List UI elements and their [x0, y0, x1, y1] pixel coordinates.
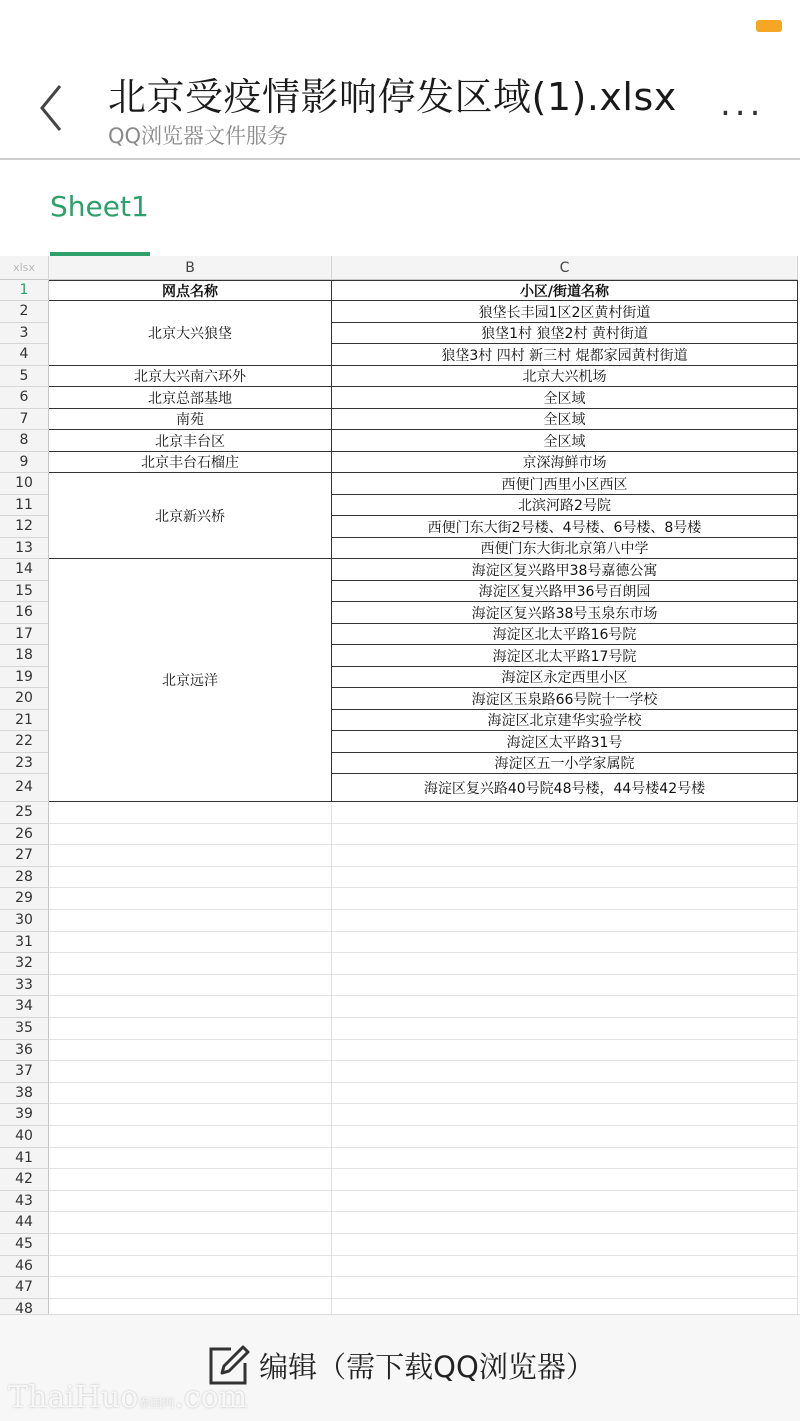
row-number[interactable]: 8 [0, 430, 49, 452]
empty-cell[interactable] [49, 888, 332, 910]
area-name-cell[interactable]: 全区域 [332, 430, 798, 452]
row-number[interactable]: 15 [0, 581, 49, 602]
empty-cell[interactable] [332, 975, 798, 997]
row-number[interactable]: 38 [0, 1083, 49, 1105]
area-name-cell[interactable]: 全区域 [332, 387, 798, 409]
more-button[interactable] [720, 86, 774, 122]
row-number[interactable]: 9 [0, 452, 49, 473]
branch-name-cell[interactable]: 北京总部基地 [49, 387, 332, 409]
area-name-cell[interactable]: 海淀区五一小学家属院 [332, 753, 798, 774]
row-number[interactable]: 7 [0, 409, 49, 430]
empty-cell[interactable] [49, 1256, 332, 1278]
empty-cell[interactable] [49, 802, 332, 824]
column-header-c[interactable]: C [332, 256, 798, 280]
empty-cell[interactable] [332, 824, 798, 846]
row-number[interactable]: 36 [0, 1040, 49, 1062]
row-number[interactable]: 32 [0, 953, 49, 975]
empty-cell[interactable] [49, 1083, 332, 1105]
row-number[interactable]: 39 [0, 1104, 49, 1126]
empty-cell[interactable] [332, 1299, 798, 1314]
row-number[interactable]: 35 [0, 1018, 49, 1040]
area-name-cell[interactable]: 海淀区复兴路38号玉泉东市场 [332, 602, 798, 624]
row-number[interactable]: 6 [0, 387, 49, 409]
spreadsheet-grid[interactable] [0, 256, 800, 1314]
area-name-cell[interactable]: 北京大兴机场 [332, 366, 798, 387]
area-name-cell[interactable]: 海淀区玉泉路66号院十一学校 [332, 688, 798, 710]
row-number[interactable]: 19 [0, 667, 49, 688]
empty-cell[interactable] [332, 1061, 798, 1083]
empty-cell[interactable] [332, 932, 798, 954]
area-name-cell[interactable]: 狼垡长丰园1区2区黄村街道 [332, 301, 798, 323]
area-name-cell[interactable]: 西便门西里小区西区 [332, 473, 798, 495]
area-name-cell[interactable]: 海淀区永定西里小区 [332, 667, 798, 688]
empty-cell[interactable] [49, 1104, 332, 1126]
empty-cell[interactable] [332, 1169, 798, 1191]
row-number[interactable]: 34 [0, 996, 49, 1018]
row-number[interactable]: 48 [0, 1299, 49, 1314]
empty-cell[interactable] [332, 1277, 798, 1299]
empty-cell[interactable] [49, 1018, 332, 1040]
empty-cell[interactable] [332, 1018, 798, 1040]
empty-cell[interactable] [332, 1083, 798, 1105]
empty-cell[interactable] [49, 932, 332, 954]
row-number[interactable]: 27 [0, 845, 49, 867]
branch-name-cell[interactable]: 北京大兴南六环外 [49, 366, 332, 387]
row-number[interactable]: 1 [0, 280, 49, 301]
area-name-cell[interactable]: 海淀区复兴路40号院48号楼，44号楼42号楼 [332, 774, 798, 802]
more-icon: ... [720, 84, 765, 124]
area-name-cell[interactable]: 西便门东大街北京第八中学 [332, 538, 798, 559]
row-number[interactable]: 46 [0, 1256, 49, 1278]
empty-cell[interactable] [332, 888, 798, 910]
empty-cell[interactable] [332, 1191, 798, 1213]
tab-sheet1[interactable]: Sheet1 [50, 190, 149, 223]
row-number[interactable]: 37 [0, 1061, 49, 1083]
branch-name-cell[interactable]: 北京丰台石榴庄 [49, 452, 332, 473]
row-number[interactable]: 14 [0, 559, 49, 581]
area-name-cell[interactable]: 西便门东大街2号楼、4号楼、6号楼、8号楼 [332, 516, 798, 538]
empty-cell[interactable] [332, 802, 798, 824]
area-name-cell[interactable]: 海淀区复兴路甲38号嘉德公寓 [332, 559, 798, 581]
row-number[interactable]: 30 [0, 910, 49, 932]
row-number[interactable]: 28 [0, 867, 49, 889]
empty-cell[interactable] [49, 1277, 332, 1299]
sheet-tabbar [0, 160, 800, 256]
back-button[interactable] [28, 80, 76, 136]
row-number[interactable]: 4 [0, 344, 49, 366]
row-number[interactable]: 33 [0, 975, 49, 997]
empty-cell[interactable] [49, 996, 332, 1018]
empty-cell[interactable] [332, 1234, 798, 1256]
edit-label: 编辑（需下载QQ浏览器） [259, 1350, 595, 1384]
empty-cell[interactable] [49, 1191, 332, 1213]
empty-cell[interactable] [49, 1299, 332, 1314]
row-number[interactable]: 26 [0, 824, 49, 846]
row-number[interactable]: 17 [0, 624, 49, 645]
row-number[interactable]: 3 [0, 323, 49, 344]
row-number[interactable]: 24 [0, 774, 49, 802]
area-name-cell[interactable]: 狼垡1村 狼垡2村 黄村街道 [332, 323, 798, 344]
file-title: 北京受疫情影响停发区域(1).xlsx [108, 75, 677, 119]
empty-cell[interactable] [332, 1040, 798, 1062]
empty-cell[interactable] [49, 1061, 332, 1083]
row-number[interactable]: 12 [0, 516, 49, 538]
empty-cell[interactable] [332, 1148, 798, 1170]
empty-cell[interactable] [49, 1212, 332, 1234]
empty-cell[interactable] [332, 910, 798, 932]
empty-cell[interactable] [49, 1148, 332, 1170]
empty-cell[interactable] [49, 824, 332, 846]
empty-cell[interactable] [49, 953, 332, 975]
row-number[interactable]: 18 [0, 645, 49, 667]
area-name-cell[interactable]: 海淀区北太平路17号院 [332, 645, 798, 667]
area-name-cell[interactable]: 北滨河路2号院 [332, 495, 798, 516]
area-name-cell[interactable]: 京深海鲜市场 [332, 452, 798, 473]
file-subtitle: QQ浏览器文件服务 [108, 124, 289, 148]
empty-cell[interactable] [332, 867, 798, 889]
empty-cell[interactable] [332, 845, 798, 867]
row-number[interactable]: 31 [0, 932, 49, 954]
empty-cell[interactable] [332, 1126, 798, 1148]
branch-name-cell[interactable]: 北京丰台区 [49, 430, 332, 452]
empty-cell[interactable] [49, 1234, 332, 1256]
row-number[interactable]: 41 [0, 1148, 49, 1170]
back-arrow-icon [28, 80, 76, 136]
row-number[interactable]: 29 [0, 888, 49, 910]
row-number[interactable]: 45 [0, 1234, 49, 1256]
corner-label: xlsx [0, 256, 49, 280]
row-number[interactable]: 21 [0, 710, 49, 731]
row-number[interactable]: 16 [0, 602, 49, 624]
row-number[interactable]: 23 [0, 753, 49, 774]
branch-name-cell[interactable]: 北京大兴狼垡 [49, 301, 332, 366]
area-name-cell[interactable]: 全区域 [332, 409, 798, 430]
watermark: ThaiHuo泰国网.com [8, 1380, 248, 1415]
empty-cell[interactable] [49, 845, 332, 867]
empty-cell[interactable] [49, 1040, 332, 1062]
row-number[interactable]: 13 [0, 538, 49, 559]
row-number[interactable]: 5 [0, 366, 49, 387]
empty-cell[interactable] [332, 1256, 798, 1278]
row-number[interactable]: 11 [0, 495, 49, 516]
area-name-cell[interactable]: 海淀区复兴路甲36号百朗园 [332, 581, 798, 602]
area-name-cell[interactable]: 狼垡3村 四村 新三村 焜都家园黄村街道 [332, 344, 798, 366]
row-number[interactable]: 2 [0, 301, 49, 323]
empty-cell[interactable] [332, 996, 798, 1018]
empty-cell[interactable] [332, 1104, 798, 1126]
empty-cell[interactable] [49, 1126, 332, 1148]
row-number[interactable]: 43 [0, 1191, 49, 1213]
empty-cell[interactable] [49, 1169, 332, 1191]
empty-cell[interactable] [49, 975, 332, 997]
row-number[interactable]: 40 [0, 1126, 49, 1148]
branch-name-cell[interactable]: 北京远洋 [49, 559, 332, 802]
column-header-b[interactable]: B [49, 256, 332, 280]
row-number[interactable]: 22 [0, 731, 49, 753]
area-name-cell[interactable]: 海淀区北京建华实验学校 [332, 710, 798, 731]
row-number[interactable]: 47 [0, 1277, 49, 1299]
table-header-area[interactable]: 小区/街道名称 [332, 280, 798, 301]
row-number[interactable]: 25 [0, 802, 49, 824]
area-name-cell[interactable]: 海淀区太平路31号 [332, 731, 798, 753]
empty-cell[interactable] [49, 867, 332, 889]
empty-cell[interactable] [49, 910, 332, 932]
branch-name-cell[interactable]: 南苑 [49, 409, 332, 430]
area-name-cell[interactable]: 海淀区北太平路16号院 [332, 624, 798, 645]
empty-cell[interactable] [332, 1212, 798, 1234]
row-number[interactable]: 42 [0, 1169, 49, 1191]
row-number[interactable]: 44 [0, 1212, 49, 1234]
branch-name-cell[interactable]: 北京新兴桥 [49, 473, 332, 559]
empty-cell[interactable] [332, 953, 798, 975]
app-header [0, 0, 800, 160]
row-number[interactable]: 20 [0, 688, 49, 710]
table-header-name[interactable]: 网点名称 [49, 280, 332, 301]
row-number[interactable]: 10 [0, 473, 49, 495]
